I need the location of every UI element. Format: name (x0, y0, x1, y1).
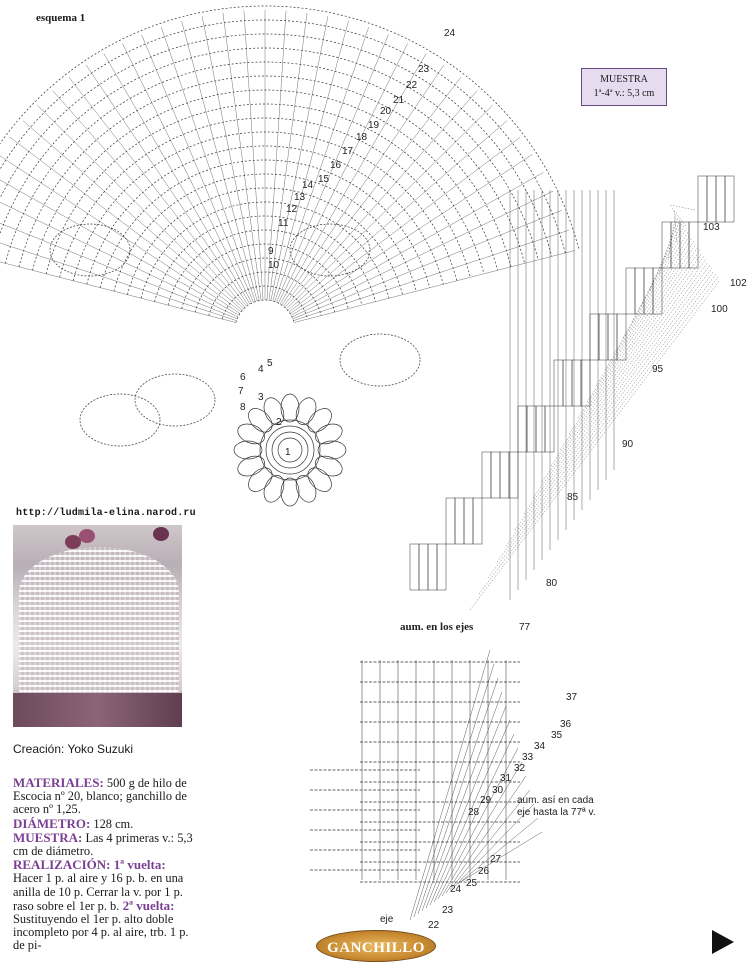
bottom-round-label: 23 (442, 905, 454, 916)
right-round-label: 85 (567, 492, 579, 503)
axis-increase-chart (310, 650, 542, 920)
vuelta2-body: Sustituyendo el 1er p. alto doble incompleto por 4 p. al aire, trb. 1 p. de pi- (13, 912, 189, 953)
axis-label: eje (380, 914, 394, 925)
bottom-round-label: 30 (492, 785, 504, 796)
note-line-2: eje hasta la 77ª v. (517, 807, 596, 818)
main-round-label: 10 (268, 260, 280, 271)
muestra-body: Las 4 primeras v.: 5,3 cm de diámetro. (13, 830, 193, 859)
tablecloth-photo (13, 525, 182, 727)
right-round-label: 102 (730, 278, 747, 289)
main-round-label: 21 (393, 95, 405, 106)
materiales-heading: MATERIALES: (13, 775, 104, 790)
main-round-label: 14 (302, 180, 314, 191)
bottom-round-label: 27 (490, 854, 502, 865)
materiales-body: 500 g de hilo de Escocia nº 20, blanco; ganchillo de acero nº 1,25. (13, 776, 187, 817)
diametro-heading: DIÁMETRO: (13, 815, 91, 831)
source-url[interactable]: http://ludmila-elina.narod.ru (16, 508, 196, 519)
main-round-label: 13 (294, 192, 306, 203)
realizacion-heading: REALIZACIÓN: (13, 857, 111, 873)
bottom-round-label: 37 (566, 692, 578, 703)
bottom-round-label: 31 (500, 773, 512, 784)
right-round-label: 90 (622, 439, 634, 450)
main-round-label: 22 (406, 80, 418, 91)
main-round-label: 23 (418, 64, 430, 75)
main-round-label: 2 (276, 417, 282, 428)
vuelta2-heading: 2ª vuelta: (119, 897, 175, 913)
main-round-label: 8 (240, 402, 246, 413)
muestra-heading: MUESTRA: (13, 829, 83, 845)
bottom-round-label: 33 (522, 752, 534, 763)
bottom-round-label: 25 (466, 878, 478, 889)
muestra-box (581, 68, 667, 106)
bottom-round-label: 24 (450, 884, 462, 895)
bottom-round-label: 34 (534, 741, 546, 752)
vuelta1-heading: 1ª vuelta: (110, 857, 166, 873)
vuelta1-body: Hacer 1 p. al aire y 16 p. b. en una anilla de 10 p. Cerrar la v. por 1 p. raso sobre el 1er p. b. (13, 871, 184, 913)
main-round-label: 18 (356, 132, 368, 143)
right-round-label: 100 (711, 304, 728, 315)
muestra-detail: 1ª-4ª v.: 5,3 cm (593, 88, 655, 99)
bottom-round-label: 29 (480, 795, 492, 806)
main-round-label: 6 (240, 372, 246, 383)
bottom-round-label: 32 (514, 763, 526, 774)
right-chart-caption: aum. en los ejes (400, 621, 474, 633)
next-page-arrow-icon[interactable] (712, 930, 734, 954)
diametro-body: 128 cm. (90, 816, 134, 831)
note-line-1: aum. así en cada (517, 795, 594, 806)
schema-label: esquema 1 (36, 12, 86, 24)
main-round-label: 12 (286, 204, 298, 215)
edge-increase-chart (410, 176, 734, 610)
bottom-round-label: 28 (468, 807, 480, 818)
instructions (13, 776, 193, 953)
right-round-label: 77 (519, 622, 531, 633)
right-round-label: 95 (652, 364, 664, 375)
main-round-label: 19 (368, 120, 380, 131)
ganchillo-logo: GANCHILLO (316, 930, 436, 962)
main-round-label: 7 (238, 386, 244, 397)
main-round-label: 11 (278, 218, 289, 229)
main-round-label: 16 (330, 160, 342, 171)
main-doily-chart (0, 6, 579, 506)
main-round-label: 20 (380, 106, 392, 117)
main-round-label: 9 (268, 246, 274, 257)
main-round-label: 4 (258, 364, 264, 375)
bottom-round-label: 35 (551, 730, 563, 741)
bottom-round-label: 22 (428, 920, 440, 931)
right-round-label: 80 (546, 578, 558, 589)
muestra-title: MUESTRA (600, 74, 648, 85)
main-round-label: 1 (285, 447, 291, 458)
right-round-label: 103 (703, 222, 720, 233)
creacion-text: Creación: Yoko Suzuki (13, 742, 134, 756)
main-round-label: 3 (258, 392, 264, 403)
main-round-label: 17 (342, 146, 354, 157)
bottom-round-label: 36 (560, 719, 572, 730)
main-round-label: 24 (444, 28, 456, 39)
main-round-label: 5 (267, 358, 273, 369)
main-round-label: 15 (318, 174, 330, 185)
bottom-round-label: 26 (478, 866, 490, 877)
